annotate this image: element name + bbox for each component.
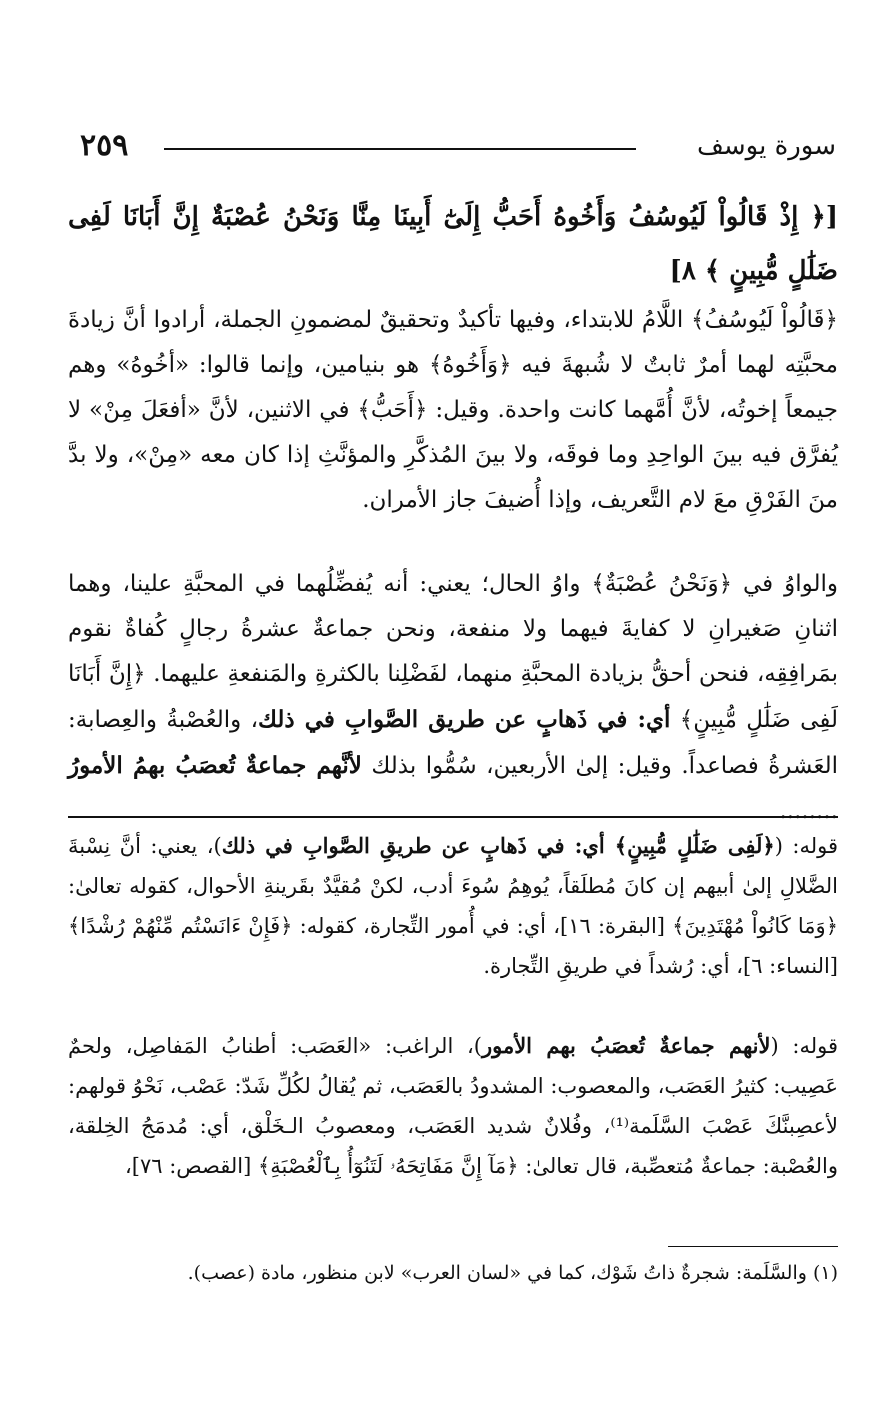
p2-dots: ........ — [779, 798, 838, 824]
commentary-paragraph-2-text — [68, 1026, 838, 1186]
page-header — [68, 128, 836, 172]
header-rule — [164, 148, 636, 150]
c1-bold: ﴿لَفِى ضَلَٰلٍ مُّبِينٍ﴾ أي: في ذَهابٍ عن طريقِ الصَّوابِ في ذلك — [221, 833, 775, 858]
commentary-paragraph-1-text — [68, 826, 838, 986]
section-divider — [68, 816, 838, 818]
p2-text-a: والواوُ في ﴿وَنَحْنُ عُصْبَةٌ﴾ واوُ الحال؛ يعني: أنه يُفضِّلُهما في المحبَّةِ علينا، وهما اثنانِ صَغيرانِ لا كفايةَ فيهما ولا منفعة، ونحن جماعةٌ عشرةُ رجالٍ كُفاةٌ نقوم بمَرافِقِه، فنحن أحقُّ بزيادة المحبَّةِ منهما، لفَضْلِنا بالكثرةِ والمَنفعةِ عليهما. ﴿إِنَّ أَبَانَا لَفِى ضَلَٰلٍ مُّبِينٍ﴾ — [68, 571, 838, 733]
p2-bold-a: أي: في ذَهابٍ عن طريق الصَّوابِ في ذلك — [258, 706, 671, 733]
c1-lead: قوله: ( — [774, 834, 838, 858]
quran-verse — [68, 190, 838, 298]
verse-text: [﴿ إِذْ قَالُواْ لَيُوسُفُ وَأَخُوهُ أَحَبُّ إِلَىٰٓ أَبِينَا مِنَّا وَنَحْنُ عُصْبَةٌ إِنَّ أَبَانَا لَفِى ضَلَٰلٍ مُّبِينٍ ﴾ ٨] — [68, 202, 838, 286]
c2-bold: لأنهم جماعةٌ تُعصَبُ بهم الأمور — [481, 1033, 771, 1058]
footnote-text: (١) والسَّلَمة: شجرةٌ ذاتُ شَوْك، كما في «لسان العرب» لابن منظور، مادة (عصب). — [187, 1262, 838, 1284]
c1-text: )، يعني: أنَّ نِسْبةَ الضَّلالِ إلىٰ أبيهم إن كانَ مُطلَقاً، يُوهِمُ سُوءَ أدب، لكنْ مُقيَّدٌ بقَرينةِ الأحوال، كقوله تعالىٰ: ﴿وَمَا كَانُواْ مُهْتَدِينَ﴾ [البقرة: ١٦]، أي: في أُمور التِّجارة، كقوله: ﴿فَإِنْ ءَانَسْتُم مِّنْهُمْ رُشْدًا﴾ [النساء: ٦]، أي: رُشداً في طريقِ التِّجارة. — [68, 834, 838, 978]
surah-title: سورة يوسف — [696, 131, 836, 161]
p2-text-b: ، والعُصْبةُ والعِصابة: العَشرةُ فصاعداً. وقيل: إلىٰ الأربعين، سُمُّوا بذلك — [68, 707, 839, 779]
page-number: ٢٥٩ — [80, 128, 129, 163]
tafsir-paragraph-1 — [68, 298, 838, 523]
tafsir-paragraph-2 — [68, 562, 838, 834]
c2-text: )، الراغب: «العَصَب: أطنابُ المَفاصِل، ولحمٌ عَصِيب: كثيرُ العَصَب، والمعصوب: المشدودُ بالعَصَب، ثم يُقالُ لكُلِّ شَدّ: عَصْب، نَحْوُ قولهم: لأعصِبنَّكَ عَصْبَ السَّلَمة⁽¹⁾، وفُلانٌ شديد العَصَب، ومعصوبُ الـخَلْق، أي: مُدمَجُ الخِلقة، والعُصْبة: جماعةٌ مُتعصِّبة، قال تعالىٰ: ﴿مَآ إِنَّ مَفَاتِحَهُۥ لَتَنُوٓأُ بِٱلْعُصْبَةِ﴾ [القصص: ٧٦]، — [68, 1034, 839, 1178]
tafsir-paragraph-2-text — [68, 562, 838, 834]
footnote — [68, 1258, 838, 1288]
commentary-paragraph-2 — [68, 1026, 838, 1186]
p2-bold-b: لأنَّهم جماعةٌ تُعصَبُ بهمُ الأمورُ — [68, 752, 362, 779]
commentary-paragraph-1 — [68, 826, 838, 986]
footnote-divider — [668, 1246, 838, 1247]
c2-lead: قوله: ( — [770, 1034, 838, 1058]
tafsir-paragraph-1-text: ﴿قَالُواْ لَيُوسُفُ﴾ اللَّامُ للابتداء، وفيها تأكيدٌ وتحقيقٌ لمضمونِ الجملة، أرادوا أنَّ زيادةَ محبَّتِه لهما أمرٌ ثابتٌ لا شُبهةَ فيه ﴿وَأَخُوهُ﴾ هو بنيامين، وإنما قالوا: «أخُوهُ» وهم جيمعاً إخوتُه، لأنَّ أُمَّهما كانت واحدة. وقيل: ﴿أَحَبُّ﴾ في الاثنين، لأنَّ «أفعَلَ مِنْ» لا يُفرَّق فيه بينَ الواحِدِ وما فوقَه، ولا بينَ المُذكَّرِ والمؤنَّثِ إذا كان معه «مِنْ»، ولا بدَّ منَ الفَرْقِ معَ لام التَّعريف، وإذا أُضيفَ جاز الأمران. — [68, 307, 838, 513]
